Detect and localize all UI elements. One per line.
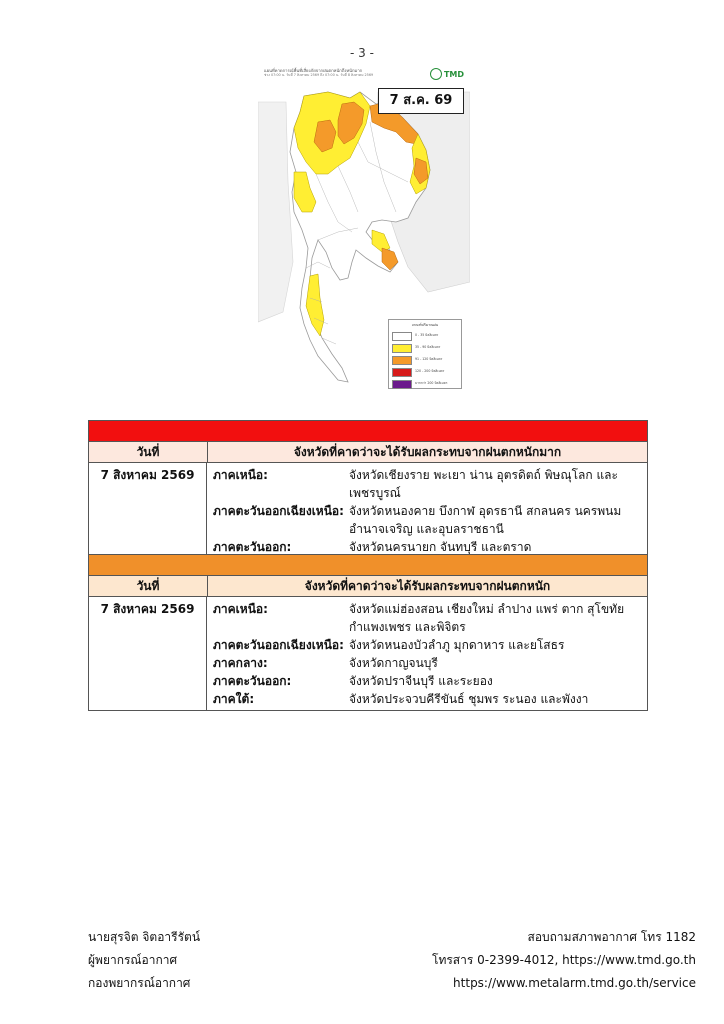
neighbor-land-west: [258, 102, 293, 322]
region-label: ภาคตะวันออกเฉียงเหนือ:: [213, 504, 344, 518]
table-header: [89, 442, 647, 463]
legend-item: [392, 330, 458, 342]
table-header: [89, 576, 647, 597]
tmd-logo: [430, 68, 464, 80]
legend-swatch-yellow: [392, 344, 412, 353]
legend-item: [392, 354, 458, 366]
legend-swatch-white: [392, 332, 412, 341]
contact-service-link[interactable]: https://www.metalarm.tmd.go.th/service: [453, 976, 696, 990]
province-list: จังหวัดแม่ฮ่องสอน เชียงใหม่ ลำปาง แพร่ ตาก สุโขทัย กำแพงเพชร และพิจิตร: [349, 602, 625, 634]
region-row: [213, 672, 647, 690]
column-header-provinces: จังหวัดที่คาดว่าจะได้รับผลกระทบจากฝนตกหนัก: [304, 579, 551, 593]
date-cell: 7 สิงหาคม 2569: [89, 463, 207, 558]
province-list: จังหวัดประจวบคีรีขันธ์ ชุมพร ระนอง และพังงา: [349, 692, 589, 706]
province-list: จังหวัดหนองบัวลำภู มุกดาหาร และยโสธร: [349, 638, 565, 652]
provinces-cell: [207, 597, 647, 710]
legend-item-label: 120 - 200 มิลลิเมตร: [415, 369, 445, 374]
legend-item-label: 91 - 120 มิลลิเมตร: [415, 357, 443, 362]
legend-item-label: 35 - 90 มิลลิเมตร: [415, 345, 441, 350]
contact-info: [356, 926, 696, 995]
legend-swatch-red: [392, 368, 412, 377]
region-label: ภาคตะวันออก:: [213, 540, 292, 554]
date-cell: 7 สิงหาคม 2569: [89, 597, 207, 710]
legend-item: [392, 378, 458, 390]
tmd-logo-text: TMD: [443, 69, 464, 79]
region-label: ภาคเหนือ:: [213, 602, 268, 616]
region-row: [213, 502, 647, 538]
table-row: [89, 463, 647, 558]
tmd-logo-icon: [430, 68, 442, 80]
table-row: [89, 597, 647, 710]
region-row: [213, 466, 647, 502]
province-list: จังหวัดเชียงราย พะเยา น่าน อุตรดิตถ์ พิษณุโลก และเพชรบูรณ์: [349, 468, 618, 500]
province-list: จังหวัดหนองคาย บึงกาฬ อุดรธานี สกลนคร นครพนม อำนาจเจริญ และอุบลราชธานี: [349, 504, 622, 536]
forecaster-name: นายสุรจิต จิตอารีรัตน์: [88, 930, 201, 944]
region-row: [213, 636, 647, 654]
legend-title: เกณฑ์ปริมาณฝน: [411, 323, 439, 327]
column-header-date: วันที่: [89, 442, 208, 462]
legend-item-label: มากกว่า 200 มิลลิเมตร: [415, 381, 448, 386]
forecaster-info: [88, 926, 348, 995]
heavy-rain-color-bar: [89, 555, 647, 576]
rain-risk-map: [258, 62, 470, 394]
region-row: [213, 690, 647, 708]
legend-swatch-purple: [392, 380, 412, 389]
province-list: จังหวัดปราจีนบุรี และระยอง: [349, 674, 493, 688]
legend-item-label: 0 - 35 มิลลิเมตร: [415, 333, 439, 338]
forecaster-division: กองพยากรณ์อากาศ: [88, 976, 191, 990]
very-heavy-rain-table: [88, 420, 648, 559]
legend-item: [392, 366, 458, 378]
legend-swatch-orange: [392, 356, 412, 365]
region-row: [213, 654, 647, 672]
region-label: ภาคกลาง:: [213, 656, 268, 670]
map-header-period: ช่วง 07:00 น. วันที่ 7 สิงหาคม 2569 ถึง 07:00 น. วันที่ 8 สิงหาคม 2569: [264, 73, 374, 77]
province-list: จังหวัดนครนายก จันทบุรี และตราด: [349, 540, 532, 554]
very-heavy-rain-color-bar: [89, 421, 647, 442]
region-row: [213, 600, 647, 636]
heavy-rain-table: [88, 554, 648, 711]
column-header-provinces: จังหวัดที่คาดว่าจะได้รับผลกระทบจากฝนตกหนักมาก: [293, 445, 562, 459]
map-legend: [388, 319, 462, 389]
map-header-title: แผนที่คาดการณ์พื้นที่เสี่ยงภัยจากฝนตกหนักถึงหนักมาก: [264, 68, 363, 73]
column-header-date: วันที่: [89, 576, 208, 596]
region-label: ภาคเหนือ:: [213, 468, 268, 482]
region-label: ภาคตะวันออกเฉียงเหนือ:: [213, 638, 344, 652]
map-header: [264, 68, 414, 78]
contact-fax-website[interactable]: โทรสาร 0-2399-4012, https://www.tmd.go.th: [432, 953, 696, 967]
province-list: จังหวัดกาญจนบุรี: [349, 656, 438, 670]
legend-item: [392, 342, 458, 354]
map-date-label: 7 ส.ค. 69: [378, 88, 464, 114]
provinces-cell: [207, 463, 647, 558]
forecaster-title: ผู้พยากรณ์อากาศ: [88, 953, 178, 967]
contact-phone: สอบถามสภาพอากาศ โทร 1182: [527, 930, 696, 944]
region-label: ภาคตะวันออก:: [213, 674, 292, 688]
region-label: ภาคใต้:: [213, 692, 255, 706]
page-number: - 3 -: [350, 46, 374, 60]
